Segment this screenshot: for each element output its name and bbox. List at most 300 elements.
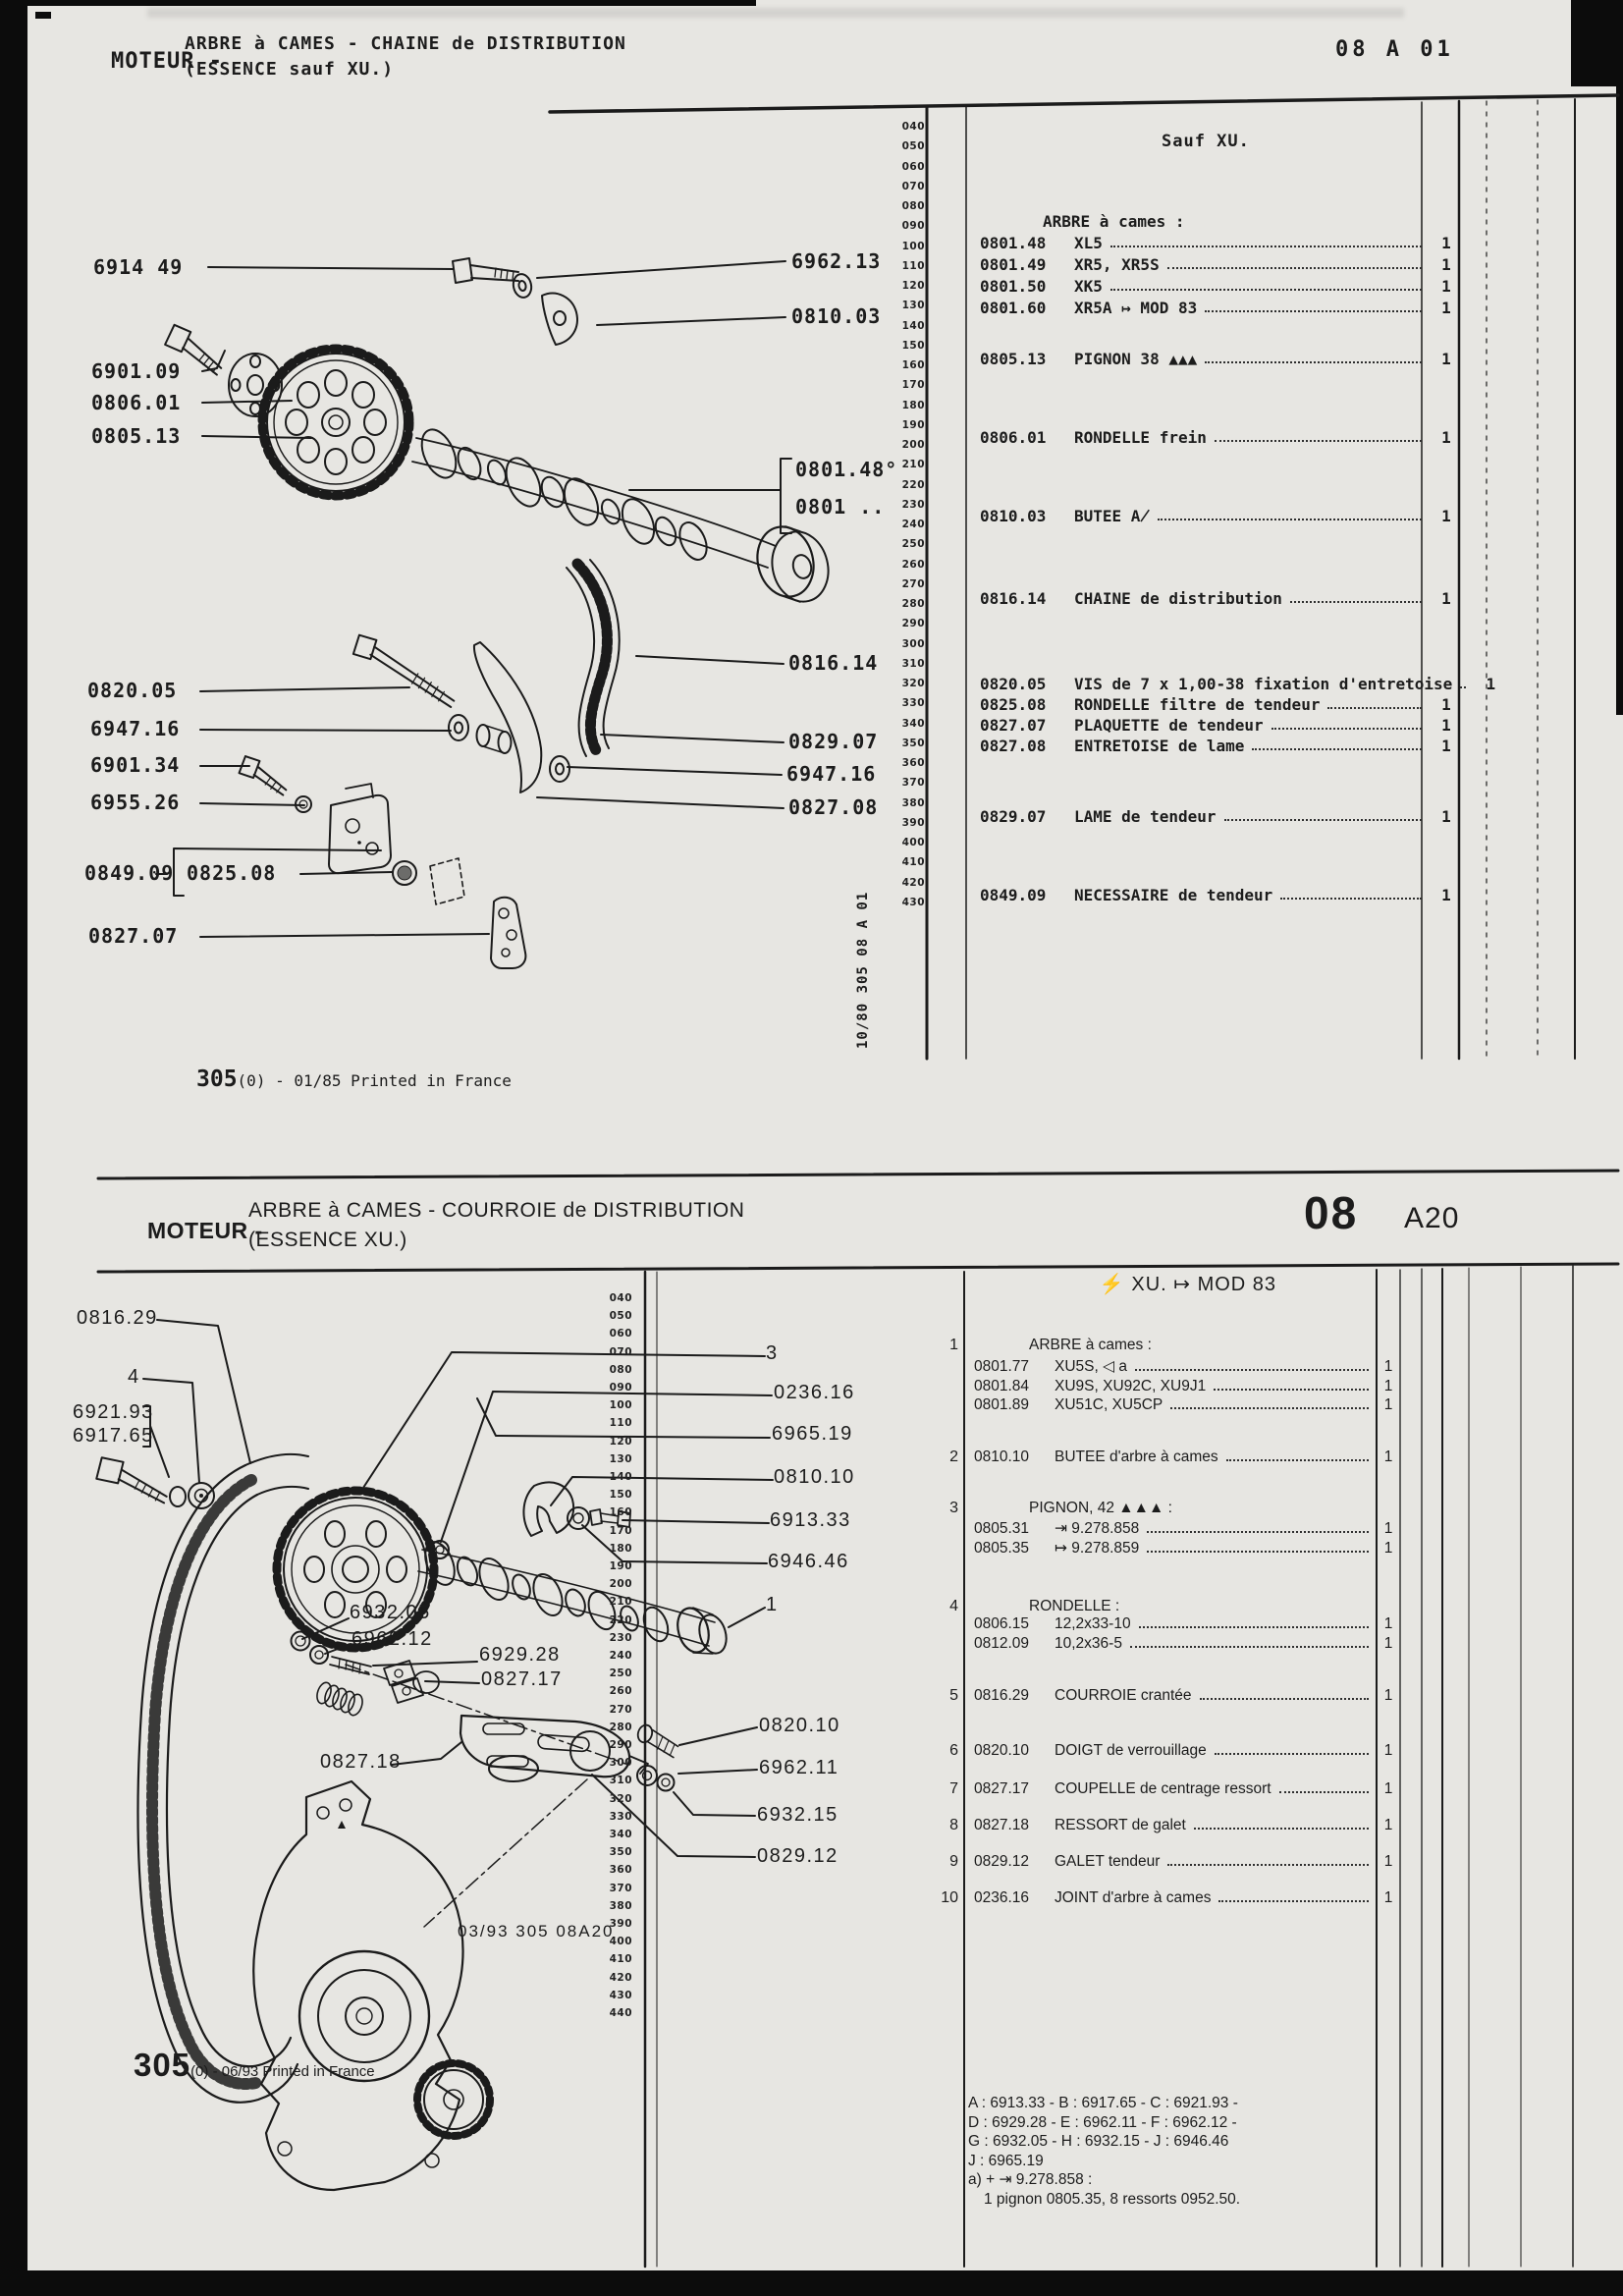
part-desc: COUPELLE de centrage ressort [1055,1780,1271,1797]
part-ref: 0810.10 [974,1449,1030,1465]
chain-tensioner [329,784,391,873]
part-ref: 0801.50 [980,277,1047,296]
parts-row [980,277,1467,299]
scale-tick: 390 [609,1918,632,1930]
scale-tick: 260 [901,558,925,571]
scale-tick: 430 [901,896,925,908]
scan-mark [35,12,51,19]
top-subtitle: (ESSENCE sauf XU.) [185,59,395,80]
scale-tick: 210 [609,1596,632,1609]
part-callout: 0827.07 [88,924,179,948]
part-ref: 0806.15 [974,1615,1030,1632]
item-number: 1 [949,1337,958,1353]
part-qty: 1 [1383,1358,1393,1375]
scan-edge-corner [1571,0,1623,86]
part-qty: 1 [1383,1853,1393,1870]
part-qty: 1 [1383,1742,1393,1759]
parts-row [974,1357,1404,1377]
dotted-leader [1252,737,1422,750]
scale-tick: 240 [609,1650,632,1662]
scale-tick: 080 [901,200,925,212]
part-ref: 0812.09 [974,1635,1030,1652]
scale-tick: 120 [609,1435,632,1448]
part-ref: 0801.89 [974,1396,1030,1413]
part-desc: CHAINE de distribution [1074,589,1282,608]
part-ref: 0827.17 [974,1780,1030,1797]
dotted-leader [1280,886,1422,900]
part-ref: 0801.77 [974,1358,1030,1375]
note-line: J : 6965.19 [968,2152,1044,2169]
item-number: 2 [949,1449,958,1465]
part-qty: 1 [1383,1889,1393,1906]
diagram-reference: 03/93 305 08A20 [458,1922,615,1941]
part-callout: 6965.19 [772,1423,853,1445]
scale-tick: 320 [901,678,925,689]
scale-tick: 130 [609,1452,632,1465]
scale-tick: 420 [609,1971,632,1984]
top-camshaft [412,424,836,608]
part-callout: 6932.15 [757,1804,839,1826]
part-qty: 1 [1441,716,1451,735]
part-ref: 0801.60 [980,299,1047,317]
part-qty: 1 [1383,1449,1393,1465]
scale-column [892,121,925,916]
scan-edge-bottom [0,2270,1623,2296]
scale-tick: 080 [609,1363,632,1376]
part-desc: COURROIE crantée [1055,1687,1192,1704]
part-qty: 1 [1441,299,1451,317]
part-qty: 1 [1441,277,1451,296]
scale-tick: 360 [901,757,925,769]
part-qty: 1 [1383,1817,1393,1833]
item-number: 4 [949,1598,958,1614]
scale-tick: 060 [901,160,925,173]
dotted-leader [1327,695,1422,709]
scale-tick: 270 [609,1703,632,1716]
part-desc: ⇥ 9.278.858 [1055,1520,1140,1537]
dotted-leader [1147,1539,1369,1553]
item-number: 8 [949,1817,958,1833]
part-desc: XR5, XR5S [1074,255,1160,274]
parts-row [980,507,1467,528]
top-sprocket [262,349,409,496]
group-header: ARBRE à cames : [1029,1337,1152,1353]
parts-row [980,299,1467,320]
parts-row [980,350,1467,371]
part-desc: RONDELLE filtre de tendeur [1074,695,1321,714]
dotted-leader [1214,1377,1369,1391]
item-number: 10 [941,1889,958,1906]
part-desc: XU5S, ◁ a [1055,1358,1127,1375]
scale-tick: 430 [609,1989,632,2001]
parts-row [980,675,1496,696]
part-callout: 6913.33 [770,1509,851,1531]
part-qty: 1 [1441,350,1451,368]
part-qty: 1 [1383,1780,1393,1797]
footer-page-num: 305 [134,2047,191,2083]
dotted-leader [1290,589,1422,603]
scale-tick: 420 [901,876,925,889]
scale-tick: 100 [901,240,925,252]
part-qty: 1 [1383,1687,1393,1704]
part-desc: BUTEE A̸ [1074,507,1151,525]
part-desc: JOINT d'arbre à cames [1055,1889,1212,1906]
part-callout: 0810.03 [791,304,882,328]
dotted-leader [1194,1816,1369,1830]
scale-tick: 410 [609,1953,632,1966]
part-ref: 0825.08 [980,695,1047,714]
part-callout: 0236.16 [774,1382,855,1403]
part-qty: 1 [1441,886,1451,904]
part-ref: 0829.12 [974,1853,1030,1870]
part-callout: 6962.13 [791,249,882,273]
scale-tick: 370 [609,1882,632,1894]
scale-tick: 040 [901,121,925,133]
timing-belt [137,1454,308,2103]
item-number: 3 [949,1500,958,1516]
bottom-title: ARBRE à CAMES - COURROIE de DISTRIBUTION [248,1199,745,1222]
scale-tick: 440 [609,2007,632,2019]
dotted-leader [1130,1634,1369,1648]
part-ref: 0805.13 [980,350,1047,368]
scale-tick: 300 [901,637,925,650]
item-number: 9 [949,1853,958,1870]
parts-row [980,886,1467,907]
scale-tick: 350 [901,737,925,749]
part-callout: 1 [766,1594,779,1615]
dotted-leader [1139,1614,1369,1628]
scale-tick: 360 [609,1864,632,1877]
footer-imprint: (0) - 01/85 Printed in France [237,1071,512,1090]
part-callout: 6947.16 [786,762,877,786]
parts-row [980,737,1467,758]
part-desc: 10,2x36-5 [1055,1635,1122,1652]
scan-edge-left [0,0,27,2296]
parts-row [974,1539,1404,1558]
scale-tick: 090 [609,1382,632,1394]
legend-notes [968,2094,1390,2209]
note-line: 1 pignon 0805.35, 8 ressorts 0952.50. [984,2190,1241,2208]
scale-tick: 220 [901,478,925,491]
scale-tick: 070 [609,1345,632,1358]
part-callout: 0829.07 [788,730,879,753]
scale-tick: 060 [609,1328,632,1340]
bottom-page-ref-num: 08 [1304,1187,1359,1238]
part-desc: ↦ 9.278.859 [1055,1540,1140,1557]
group-header: ARBRE à cames : [1043,212,1185,231]
part-desc: XL5 [1074,234,1103,252]
part-ref: 0816.14 [980,589,1047,608]
bottom-footer [134,2049,375,2081]
scale-tick: 140 [609,1471,632,1483]
parts-row [974,1634,1404,1654]
part-desc: GALET tendeur [1055,1853,1161,1870]
part-desc: XR5A ↦ MOD 83 [1074,299,1198,317]
part-qty: 1 [1383,1396,1393,1413]
scale-tick: 310 [609,1775,632,1787]
part-callout: 0820.05 [87,679,178,702]
scale-tick: 110 [609,1417,632,1430]
scale-tick: 280 [901,598,925,610]
scale-tick: 050 [609,1310,632,1323]
scale-tick: 410 [901,856,925,869]
scale-tick: 170 [901,379,925,392]
scale-tick: 290 [609,1739,632,1751]
part-qty: 1 [1441,428,1451,447]
parts-row [974,1395,1404,1415]
part-callout: 6955.26 [90,791,181,814]
item-number: 7 [949,1780,958,1797]
dotted-leader [1158,507,1422,520]
scale-tick: 400 [609,1936,632,1948]
scale-tick: 200 [609,1578,632,1591]
dotted-leader [1271,716,1422,730]
part-desc: XU51C, XU5CP [1055,1396,1163,1413]
bottom-camshaft [418,1538,730,1657]
belt-sprocket [277,1491,434,1648]
part-qty: 1 [1441,589,1451,608]
scale-tick: 300 [609,1757,632,1770]
scale-tick: 370 [901,777,925,790]
part-qty: 1 [1441,695,1451,714]
scale-tick: 310 [901,657,925,670]
part-callout: 6901.09 [91,359,182,383]
part-desc: LAME de tendeur [1074,807,1217,826]
parts-row [974,1852,1404,1872]
scale-tick: 040 [609,1292,632,1304]
top-footer [196,1068,512,1091]
parts-row [980,695,1467,717]
scale-tick: 270 [901,577,925,590]
part-ref: 0820.10 [974,1742,1030,1759]
dotted-leader [1460,675,1466,688]
part-callout: 6962.12 [352,1628,433,1650]
part-ref: 0816.29 [974,1687,1030,1704]
part-qty: 1 [1383,1540,1393,1557]
scale-tick: 180 [609,1542,632,1555]
part-callout: 6946.46 [768,1551,849,1572]
scale-tick: 240 [901,519,925,530]
part-desc: NECESSAIRE de tendeur [1074,886,1273,904]
part-callout: 6921.93 [73,1401,154,1423]
part-callout: 6962.11 [759,1757,839,1778]
scale-tick: 160 [609,1506,632,1519]
part-qty: 1 [1441,737,1451,755]
scale-tick: 150 [901,339,925,352]
part-qty: 1 [1441,507,1451,525]
part-desc: XK5 [1074,277,1103,296]
parts-row [974,1816,1404,1835]
scale-tick: 230 [901,498,925,511]
part-desc: VIS de 7 x 1,00-38 fixation d'entretoise [1074,675,1453,693]
part-callout: 0825.08 [187,861,277,885]
note-line: A : 6913.33 - B : 6917.65 - C : 6921.93 - [968,2095,1238,2111]
scale-tick: 070 [901,180,925,192]
part-qty: 1 [1383,1635,1393,1652]
scale-tick: 130 [901,300,925,312]
parts-row [974,1377,1404,1396]
part-callout: 0829.12 [757,1845,839,1867]
plate-side-note: 10/80 305 08 A 01 [855,891,871,1049]
dotted-leader [1200,1686,1369,1700]
note-line: D : 6929.28 - E : 6962.11 - F : 6962.12 - [968,2113,1237,2131]
part-callout: 0806.01 [91,391,182,414]
parts-row [980,428,1467,450]
part-callout: 6917.65 [73,1425,154,1447]
part-ref: 0801.49 [980,255,1047,274]
scale-tick: 400 [901,837,925,848]
scale-tick: 170 [609,1524,632,1537]
scale-tick: 090 [901,220,925,233]
scale-tick: 050 [901,140,925,153]
bottom-table-title: ⚡ XU. ↦ MOD 83 [1099,1274,1277,1295]
parts-row [974,1741,1404,1761]
scale-tick: 180 [901,399,925,411]
group-header: RONDELLE : [1029,1598,1120,1614]
dotted-leader [1167,255,1422,269]
part-callout: 6929.28 [479,1644,561,1666]
part-desc: XU9S, XU92C, XU9J1 [1055,1378,1207,1394]
part-callout: 0810.10 [774,1466,855,1488]
part-qty: 1 [1441,255,1451,274]
part-ref: 0801.84 [974,1378,1030,1394]
scale-tick: 260 [609,1685,632,1698]
scale-tick: 120 [901,280,925,292]
part-callout: 0827.18 [320,1751,402,1773]
part-desc: PIGNON 38 ▲▲▲ [1074,350,1198,368]
part-qty: 1 [1383,1378,1393,1394]
part-desc: BUTEE d'arbre à cames [1055,1449,1218,1465]
part-callout: 0816.29 [77,1307,158,1329]
bottom-subtitle: (ESSENCE XU.) [248,1229,407,1251]
part-ref: 0820.05 [980,675,1047,693]
part-ref: 0829.07 [980,807,1047,826]
scale-tick: 160 [901,359,925,371]
scale-tick: 380 [901,796,925,809]
scale-tick: 210 [901,459,925,471]
bottom-page-ref-code: A20 [1404,1202,1460,1234]
dotted-leader [1167,1852,1369,1866]
dotted-leader [1205,299,1422,312]
parts-row [980,234,1467,255]
scale-tick: 290 [901,618,925,630]
scale-tick: 110 [901,259,925,272]
part-callout: 4 [128,1366,140,1388]
dotted-leader [1110,277,1422,291]
part-callout: 0827.17 [481,1668,563,1690]
group-header: PIGNON, 42 ▲▲▲ : [1029,1500,1172,1516]
part-desc: DOIGT de verrouillage [1055,1742,1207,1759]
item-number: 5 [949,1687,958,1704]
part-callout: 0827.08 [788,795,879,819]
part-ref: 0849.09 [980,886,1047,904]
part-ref: 0827.08 [980,737,1047,755]
top-title: ARBRE à CAMES - CHAINE de DISTRIBUTION [185,33,626,54]
note-line: a) + ⇥ 9.278.858 : [968,2171,1093,2188]
part-qty: 1 [1441,234,1451,252]
part-desc: PLAQUETTE de tendeur [1074,716,1264,735]
dotted-leader [1215,1741,1369,1755]
scale-tick: 190 [609,1560,632,1572]
scale-tick: 390 [901,816,925,829]
dotted-leader [1279,1779,1369,1793]
top-region-note: Sauf XU. [1162,132,1250,151]
timing-chain [567,560,620,756]
scale-tick: 250 [901,538,925,551]
scale-tick: 330 [609,1810,632,1823]
scale-tick: 190 [901,418,925,431]
parts-row [974,1448,1404,1467]
scale-tick: 320 [609,1792,632,1805]
part-qty: 1 [1486,675,1496,693]
part-desc: RONDELLE frein [1074,428,1207,447]
scale-tick: 200 [901,439,925,451]
scale-tick: 230 [609,1631,632,1644]
scan-edge-right [1616,86,1623,715]
parts-row [974,1779,1404,1799]
parts-row [980,589,1467,611]
parts-row [974,1519,1404,1539]
scale-tick: 330 [901,697,925,710]
part-qty: 1 [1383,1615,1393,1632]
scale-tick: 140 [901,319,925,332]
part-callout: 0849.09 [84,861,175,885]
part-ref: 0805.35 [974,1540,1030,1557]
part-callout: 0801.48° [795,458,898,481]
part-ref: 0805.31 [974,1520,1030,1537]
part-qty: 1 [1441,807,1451,826]
part-callout: 6947.16 [90,717,181,740]
item-number: 6 [949,1742,958,1759]
parts-row [974,1686,1404,1706]
dotted-leader [1224,807,1423,821]
part-callout: 3 [766,1342,779,1364]
dotted-leader [1110,234,1422,247]
dotted-leader [1205,350,1422,363]
scale-tick: 340 [901,717,925,730]
dotted-leader [1218,1888,1369,1902]
part-ref: 0810.03 [980,507,1047,525]
part-callout: 0816.14 [788,651,879,675]
part-callout: 6932.05 [350,1602,431,1623]
top-leader-lines [156,261,791,937]
scale-tick: 250 [609,1667,632,1680]
parts-row [974,1888,1404,1908]
top-engine-label: MOTEUR - [111,49,223,74]
scale-tick: 100 [609,1399,632,1412]
part-callout: 6914 49 [93,255,184,279]
dotted-leader [1226,1448,1369,1461]
dotted-leader [1215,428,1422,442]
parts-row [980,807,1467,829]
parts-row [974,1614,1404,1634]
part-ref: 0236.16 [974,1889,1030,1906]
part-callout: 6901.34 [90,753,181,777]
note-line: G : 6932.05 - H : 6932.15 - J : 6946.46 [968,2133,1229,2150]
parts-row [980,255,1467,277]
dotted-leader [1135,1357,1369,1371]
top-page-ref: 08 A 01 [1335,37,1454,62]
scale-tick: 380 [609,1899,632,1912]
part-ref: 0801.48 [980,234,1047,252]
scale-tick: 220 [609,1613,632,1626]
scale-tick: 150 [609,1489,632,1502]
bottom-engine-label: MOTEUR - [147,1218,263,1243]
part-ref: 0827.18 [974,1817,1030,1833]
scale-tick: 280 [609,1721,632,1733]
part-callout: 0805.13 [91,424,182,448]
footer-page-num: 305 [196,1066,238,1092]
